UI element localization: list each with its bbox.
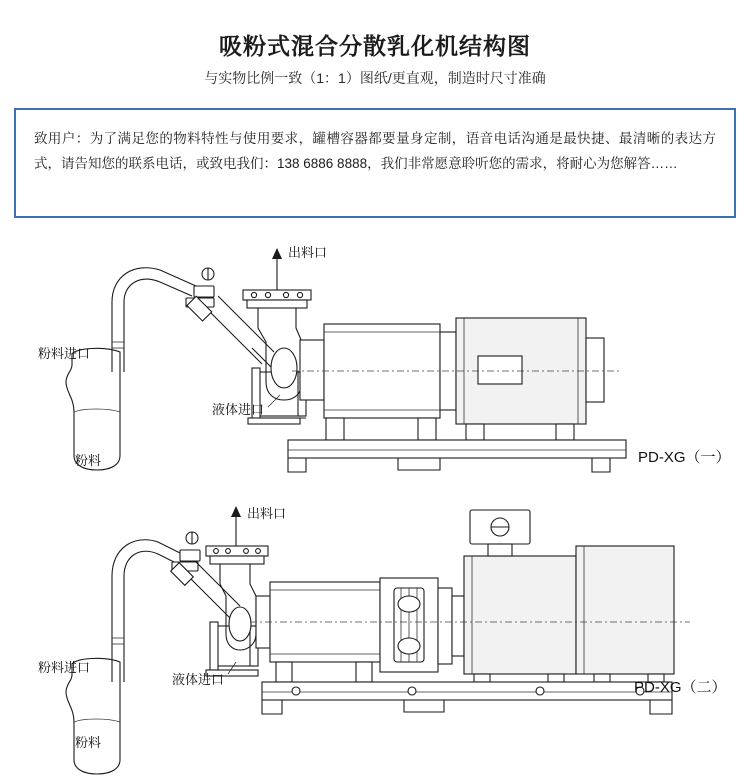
liquid-inlet-label-2: 液体进口 — [172, 672, 225, 687]
outlet-arrow-icon — [272, 248, 282, 290]
notice-text: 致用户：为了满足您的物料特性与使用要求，罐槽容器都要量身定制，语音电话沟通是最快捷、最清晰的表达方式，请告知您的联系电话，或致电我们：138 6886 8888，我们非常愿意聆听您的需求，将耐心为您解答…… — [34, 131, 716, 171]
outlet-arrow-icon-2 — [231, 506, 241, 546]
powder-inlet-label: 粉料进口 — [38, 346, 91, 361]
model-label-1: PD-XG（一） — [638, 449, 731, 466]
powder-suction-pipe-2 — [112, 540, 182, 682]
model-label-2: PD-XG（二） — [634, 679, 727, 696]
liquid-inlet-label: 液体进口 — [212, 402, 265, 417]
machine-body-1 — [292, 318, 620, 440]
outlet-label: 出料口 — [288, 245, 328, 260]
powder-inlet-label-2: 粉料进口 — [38, 660, 91, 675]
machine-body-2 — [250, 510, 690, 682]
notice-box — [14, 108, 736, 218]
powder-label-2: 粉料 — [75, 735, 102, 750]
powder-suction-pipe — [112, 268, 196, 372]
page-subtitle: 与实物比例一致（1：1）图纸/更直观，制造时尺寸准确 — [204, 70, 546, 86]
base-plate-1 — [288, 440, 626, 472]
diagram-pd-xg-2 — [0, 492, 750, 781]
diagram-pd-xg-1 — [0, 232, 750, 490]
page-title: 吸粉式混合分散乳化机结构图 — [219, 33, 531, 59]
base-plate-2 — [262, 682, 672, 714]
outlet-label-2: 出料口 — [247, 506, 287, 521]
powder-label: 粉料 — [75, 453, 102, 468]
